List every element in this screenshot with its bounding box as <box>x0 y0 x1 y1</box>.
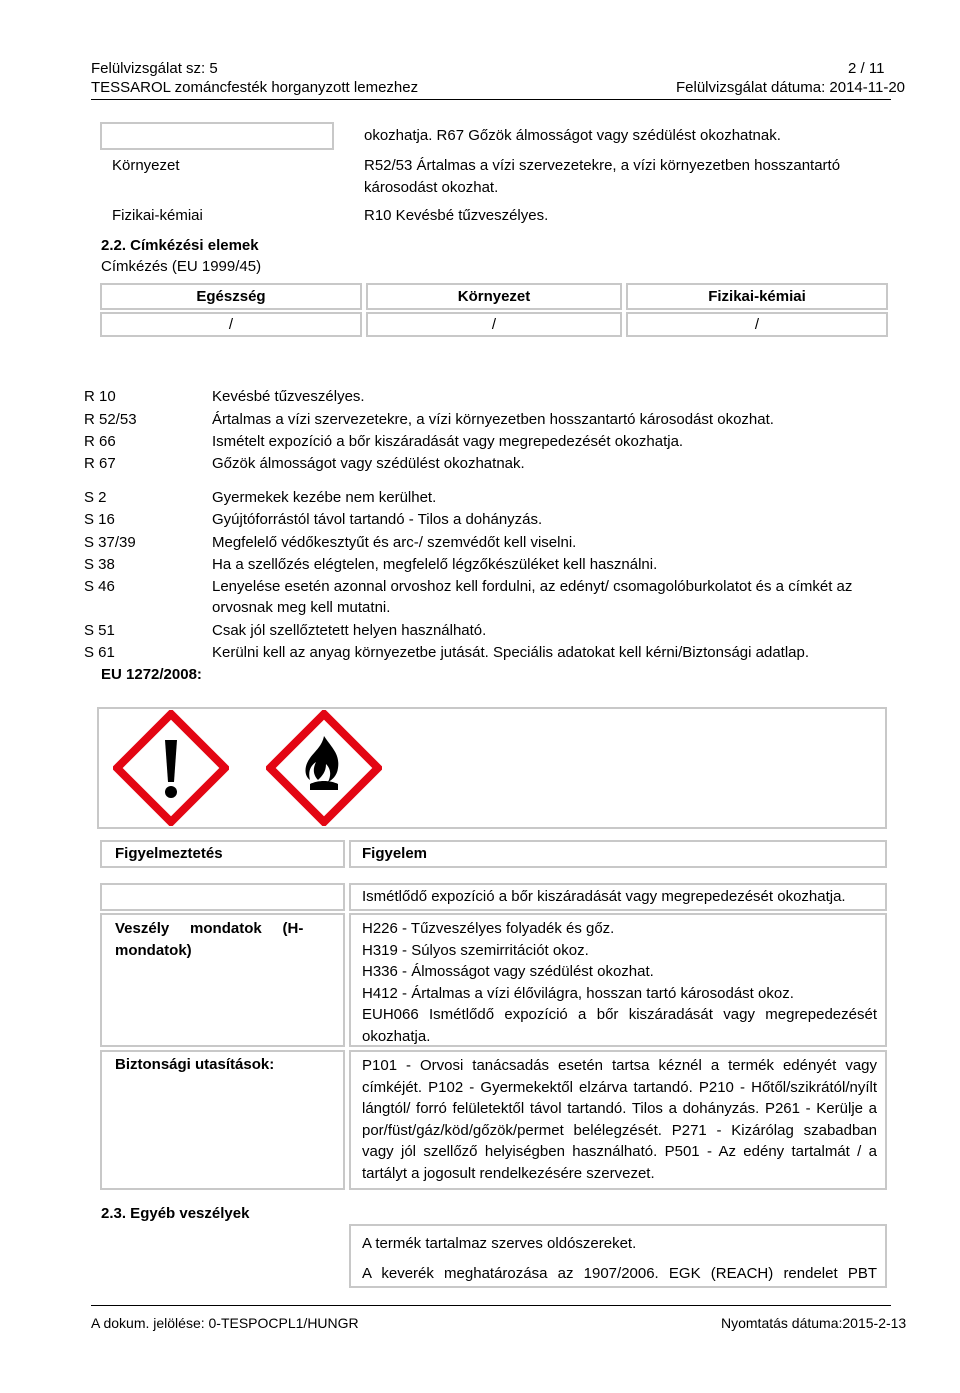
labelling-header-cell <box>366 283 622 310</box>
classification-phys-label: Fizikai-kémiai <box>112 207 203 224</box>
hazard-label-line-1: Veszély mondatok (H- <box>115 920 304 937</box>
flame-icon <box>266 710 382 826</box>
labelling-section-title: 2.2. Címkézési elemek <box>101 237 259 254</box>
s-phrase-text: Ha a szellőzés elégtelen, megfelelő légzőkészüléket kell használni. <box>212 556 658 573</box>
precautionary-text: P101 - Orvosi tanácsadás esetén tartsa kéznél a termék edényét vagy címkéjét. P102 - Gyermekektől elzárva tartandó. P210 - Hőtől/szikrától/nyílt lángtól/ forró felületektől távol tartandó. Tilos a dohányzás. P261 - Kerülje a por/füst/gáz/köd/gőzök/permet belélegzését. P271 - Kizárólag szabadban vagy jól szellőző helyiségben használható. P501 - Az edény tartalmát / a tartályt a jogosult rendelkezésére szervezet. <box>362 1057 877 1182</box>
hazard-line: EUH066 Ismétlődő expozíció a bőr kiszáradását vagy megrepedezését okozhatja. <box>362 1006 877 1045</box>
r-phrase-code: R 66 <box>84 433 116 450</box>
r-phrase-text: Ismételt expozíció a bőr kiszáradását vagy megrepedezését okozhatja. <box>212 433 684 450</box>
labelling-subtitle: Címkézés (EU 1999/45) <box>101 258 262 275</box>
hazard-statements-cell <box>349 913 887 1047</box>
classification-cell-empty <box>100 122 334 150</box>
classification-env-text-2: károsodást okozhat. <box>364 179 499 196</box>
hazard-intro-cell <box>349 883 887 911</box>
hazard-line: H412 - Ártalmas a vízi élővilágra, hosszan tartó károsodást okoz. <box>362 984 794 1002</box>
hazard-line: H319 - Súlyos szemirritációt okoz. <box>362 941 589 959</box>
s-phrase-code: S 46 <box>84 578 115 595</box>
hazard-line: H336 - Álmosságot vagy szédülést okozhat. <box>362 963 654 980</box>
header-divider <box>91 99 891 100</box>
s-phrase-text: Gyermekek kezébe nem kerülhet. <box>212 489 437 506</box>
r-phrase-code: R 67 <box>84 455 116 472</box>
labelling-col-env: Környezet <box>457 288 531 305</box>
classification-env-label: Környezet <box>112 157 180 174</box>
other-hazards-line-1: A termék tartalmaz szerves oldószereket. <box>362 1235 637 1252</box>
r-phrase-code: R 10 <box>84 388 116 405</box>
labelling-value-cell <box>100 312 362 337</box>
signal-label: Figyelmeztetés <box>115 845 223 862</box>
revision-number: Felülvizsgálat sz: 5 <box>91 60 218 77</box>
s-phrase-code: S 2 <box>84 489 107 506</box>
other-hazards-line-2: A keverék meghatározása az 1907/2006. EGK (REACH) rendelet PBT <box>362 1265 877 1282</box>
r-phrase-text: Kevésbé tűzveszélyes. <box>212 388 365 405</box>
labelling-value-cell <box>366 312 622 337</box>
exclamation-mark-icon <box>113 710 229 826</box>
hazard-line: H226 - Tűzveszélyes folyadék és gőz. <box>362 920 615 937</box>
s-phrase-text: Megfelelő védőkesztyűt és arc-/ szemvédőt kell viselni. <box>212 534 577 551</box>
s-phrase-code: S 37/39 <box>84 534 136 551</box>
hazard-empty-cell <box>100 883 345 911</box>
r-phrase-text: Gőzök álmosságot vagy szédülést okozhatnak. <box>212 455 525 472</box>
eu-regulation-label: EU 1272/2008: <box>101 666 202 683</box>
classification-row0-text: okozhatja. R67 Gőzök álmosságot vagy szédülést okozhatnak. <box>364 127 781 144</box>
labelling-header-cell <box>100 283 362 310</box>
s-phrase-text: Gyújtóforrástól távol tartandó - Tilos a dohányzás. <box>212 511 543 528</box>
s-phrase-code: S 38 <box>84 556 115 573</box>
s-phrase-code: S 61 <box>84 644 115 661</box>
signal-value: Figyelem <box>362 845 428 862</box>
other-hazards-title: 2.3. Egyéb veszélyek <box>101 1205 250 1222</box>
hazard-intro: Ismétlődő expozíció a bőr kiszáradását vagy megrepedezését okozhatja. <box>362 888 846 905</box>
labelling-col-health: Egészség <box>196 288 266 305</box>
precautionary-label-cell <box>100 1050 345 1190</box>
labelling-value-phys: / <box>754 316 760 333</box>
classification-env-text-1: R52/53 Ártalmas a vízi szervezetekre, a vízi környezetben hosszantartó <box>364 157 841 174</box>
product-name: TESSAROL zománcfesték horganyzott lemezhez <box>91 79 419 96</box>
s-phrase-text-continued: orvosnak meg kell mutatni. <box>212 599 391 616</box>
s-phrase-text: Kerülni kell az anyag környezetbe jutását. Speciális adatokat kell kérni/Biztonsági adatlap. <box>212 644 810 661</box>
labelling-header-cell <box>626 283 888 310</box>
precautionary-label: Biztonsági utasítások: <box>115 1056 275 1073</box>
signal-value-cell <box>349 840 887 868</box>
print-date: Nyomtatás dátuma:2015-2-13 <box>721 1315 907 1331</box>
page-number: 2 / 11 <box>848 60 885 77</box>
labelling-value-health: / <box>228 316 234 333</box>
s-phrase-code: S 51 <box>84 622 115 639</box>
precautionary-text-cell <box>349 1050 887 1190</box>
document-id: A dokum. jelölése: 0-TESPOCPL1/HUNGR <box>91 1315 359 1331</box>
s-phrase-code: S 16 <box>84 511 115 528</box>
other-hazards-cell <box>349 1224 887 1288</box>
s-phrase-text: Lenyelése esetén azonnal orvoshoz kell fordulni, az edényt/ csomagolóburkolatot és a címkét az <box>212 578 853 595</box>
footer-divider <box>91 1305 891 1306</box>
signal-label-cell <box>100 840 345 868</box>
r-phrase-code: R 52/53 <box>84 411 137 428</box>
hazard-label-cell <box>100 913 345 1047</box>
revision-date: Felülvizsgálat dátuma: 2014-11-20 <box>676 79 906 96</box>
labelling-value-cell <box>626 312 888 337</box>
s-phrase-text: Csak jól szellőztetett helyen használható. <box>212 622 487 639</box>
r-phrase-text: Ártalmas a vízi szervezetekre, a vízi környezetben hosszantartó károsodást okozhat. <box>212 411 774 428</box>
classification-phys-text: R10 Kevésbé tűzveszélyes. <box>364 207 549 224</box>
labelling-col-phys: Fizikai-kémiai <box>708 288 806 305</box>
hazard-label-line-2: mondatok) <box>115 942 192 959</box>
labelling-value-env: / <box>491 316 497 333</box>
